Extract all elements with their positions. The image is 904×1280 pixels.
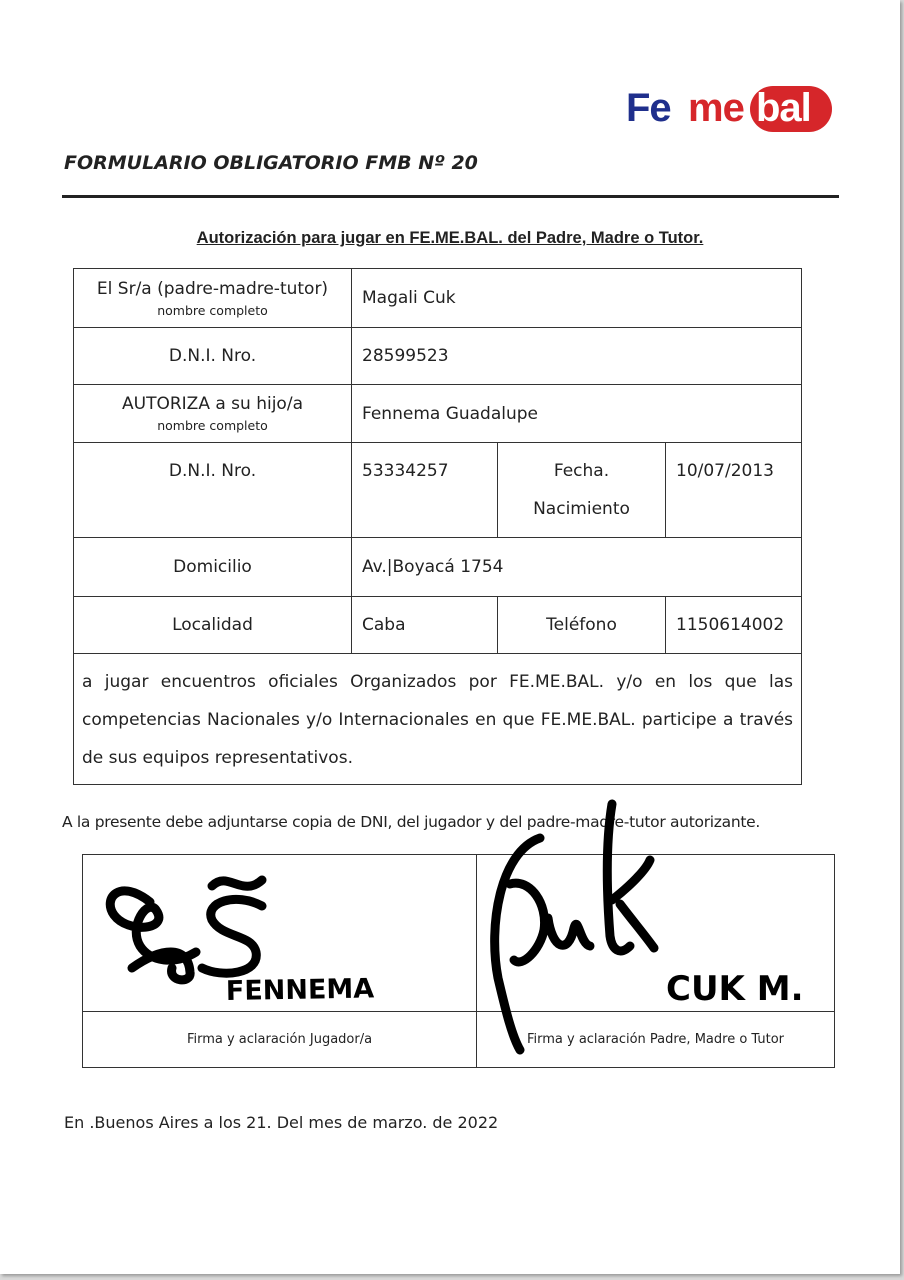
- table-row: [74, 597, 802, 654]
- guardian-label: El Sr/a (padre-madre-tutor): [96, 278, 329, 299]
- authorization-paragraph: [74, 654, 802, 785]
- child-label: AUTORIZA a su hijo/a: [122, 394, 303, 414]
- locality-label: Localidad: [74, 597, 352, 654]
- parent-signature-caption: Firma y aclaración Padre, Madre o Tutor: [477, 1012, 835, 1068]
- table-row: [74, 654, 802, 785]
- form-subtitle: Autorización para jugar en FE.ME.BAL. del Padre, Madre o Tutor.: [196, 229, 704, 247]
- table-row: [74, 443, 802, 538]
- child-sublabel: nombre completo: [157, 418, 268, 433]
- guardian-dni-value: 28599523: [352, 328, 802, 385]
- table-row: [74, 269, 802, 328]
- attachment-note: A la presente debe adjuntarse copia de DNI, del jugador y del padre-madre-tutor autorizante.: [62, 813, 760, 831]
- logo-text-me: me: [688, 86, 744, 130]
- title-divider: [62, 195, 839, 198]
- guardian-name-value: Magali Cuk: [352, 269, 802, 328]
- guardian-sublabel: nombre completo: [157, 302, 268, 318]
- child-dni-label: D.N.I. Nro.: [74, 443, 352, 538]
- player-signature-area: [83, 855, 477, 1012]
- signature-table: [82, 854, 835, 1068]
- logo-text-bal: bal: [756, 86, 811, 130]
- player-handwritten-name: FENNEMA: [225, 973, 375, 1007]
- table-row: [74, 538, 802, 597]
- locality-value: Caba: [352, 597, 498, 654]
- child-dni-value: 53334257: [352, 443, 498, 538]
- player-signature-caption: Firma y aclaración Jugador/a: [83, 1012, 477, 1068]
- birthdate-label-line1: Fecha.: [553, 461, 610, 481]
- birthdate-value: 10/07/2013: [666, 443, 802, 538]
- birthdate-label-cell: [498, 443, 666, 538]
- date-place-line: En .Buenos Aires a los 21. Del mes de marzo. de 2022: [64, 1113, 499, 1132]
- phone-value: 1150614002: [666, 597, 802, 654]
- parent-handwritten-name: CUK M.: [666, 969, 804, 1009]
- authorization-paragraph-text: a jugar encuentros oficiales Organizados por FE.ME.BAL. y/o en los que las competencias Nacionales y/o Internacionales en que FE.ME.BAL. participe a través de sus equipos representativos.: [82, 672, 794, 768]
- parent-signature-area: [477, 855, 835, 1012]
- child-label-cell: [74, 385, 352, 443]
- table-row: [74, 328, 802, 385]
- child-name-value: Fennema Guadalupe: [352, 385, 802, 443]
- table-row: [74, 385, 802, 443]
- guardian-dni-label: D.N.I. Nro.: [74, 328, 352, 385]
- birthdate-label-line2: Nacimiento: [533, 499, 630, 519]
- authorization-table: [73, 268, 802, 785]
- address-value: Av.|Boyacá 1754: [352, 538, 802, 597]
- form-title: FORMULARIO OBLIGATORIO FMB Nº 20: [64, 152, 478, 174]
- phone-label: Teléfono: [498, 597, 666, 654]
- logo-text-fe: Fe: [626, 86, 671, 130]
- guardian-label-cell: [74, 269, 352, 328]
- address-label: Domicilio: [74, 538, 352, 597]
